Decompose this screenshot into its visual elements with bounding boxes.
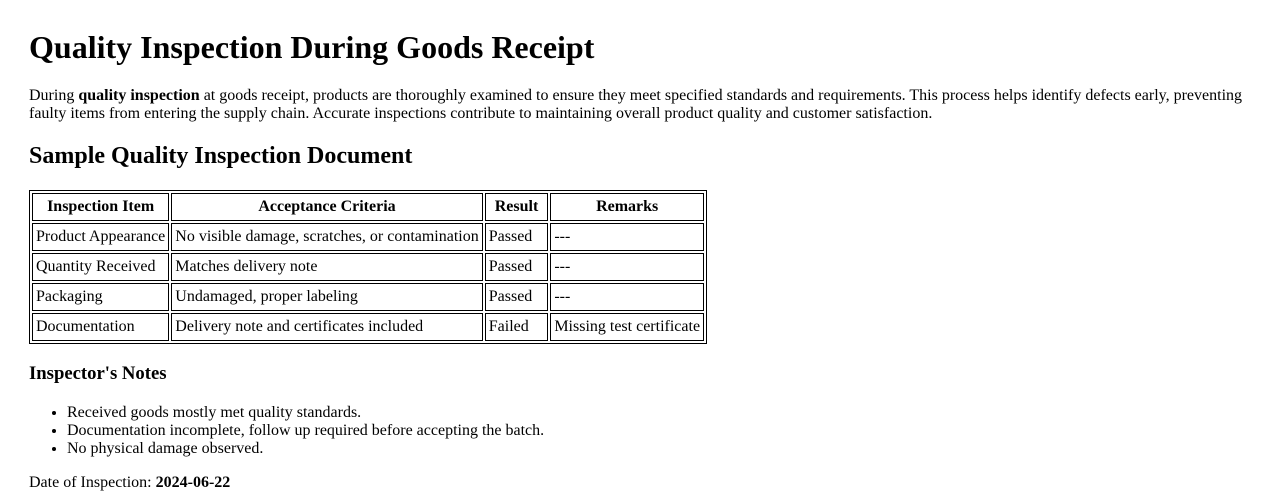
cell-criteria: No visible damage, scratches, or contamination	[171, 223, 482, 251]
table-row	[32, 253, 704, 281]
intro-text-bold: quality inspection	[78, 87, 200, 104]
header-inspection-item: Inspection Item	[32, 193, 169, 221]
cell-criteria: Matches delivery note	[171, 253, 482, 281]
list-item: • Documentation incomplete, follow up required before accepting the batch.	[67, 422, 1248, 440]
cell-result: Passed	[485, 253, 549, 281]
header-acceptance-criteria: Acceptance Criteria	[171, 193, 482, 221]
cell-result: Passed	[485, 283, 549, 311]
cell-item: Quantity Received	[32, 253, 169, 281]
table-header-row	[32, 193, 704, 221]
cell-result: Failed	[485, 313, 549, 341]
intro-text-pre: During	[29, 87, 79, 104]
cell-result: Passed	[485, 223, 549, 251]
notes-heading: Inspector's Notes	[29, 363, 167, 384]
cell-remarks: ---	[550, 223, 704, 251]
header-result: Result	[485, 193, 549, 221]
cell-remarks: Missing test certificate	[550, 313, 704, 341]
cell-remarks: ---	[550, 283, 704, 311]
date-line	[29, 474, 1248, 492]
section-heading: Sample Quality Inspection Document	[29, 143, 413, 169]
intro-paragraph	[29, 87, 1248, 123]
intro-text-post: at goods receipt, products are thoroughly examined to ensure they meet specified standards and requirements. This process helps identify defects early, preventing faulty items from entering the supply chain. Accurate inspections contribute to maintaining overall product quality and customer satisfaction.	[29, 87, 1243, 122]
cell-item: Documentation	[32, 313, 169, 341]
cell-criteria: Delivery note and certificates included	[171, 313, 482, 341]
page-title: Quality Inspection During Goods Receipt	[29, 29, 595, 65]
table-row	[32, 313, 704, 341]
list-item: • Received goods mostly met quality standards.	[67, 404, 1248, 422]
date-value: 2024-06-22	[155, 474, 231, 491]
inspection-table	[29, 190, 707, 344]
date-label: Date of Inspection:	[29, 474, 156, 491]
cell-item: Packaging	[32, 283, 169, 311]
cell-item: Product Appearance	[32, 223, 169, 251]
cell-criteria: Undamaged, proper labeling	[171, 283, 482, 311]
cell-remarks: ---	[550, 253, 704, 281]
table-row	[32, 283, 704, 311]
notes-list	[29, 404, 1248, 458]
list-item: • No physical damage observed.	[67, 440, 1248, 458]
table-row	[32, 223, 704, 251]
header-remarks: Remarks	[550, 193, 704, 221]
